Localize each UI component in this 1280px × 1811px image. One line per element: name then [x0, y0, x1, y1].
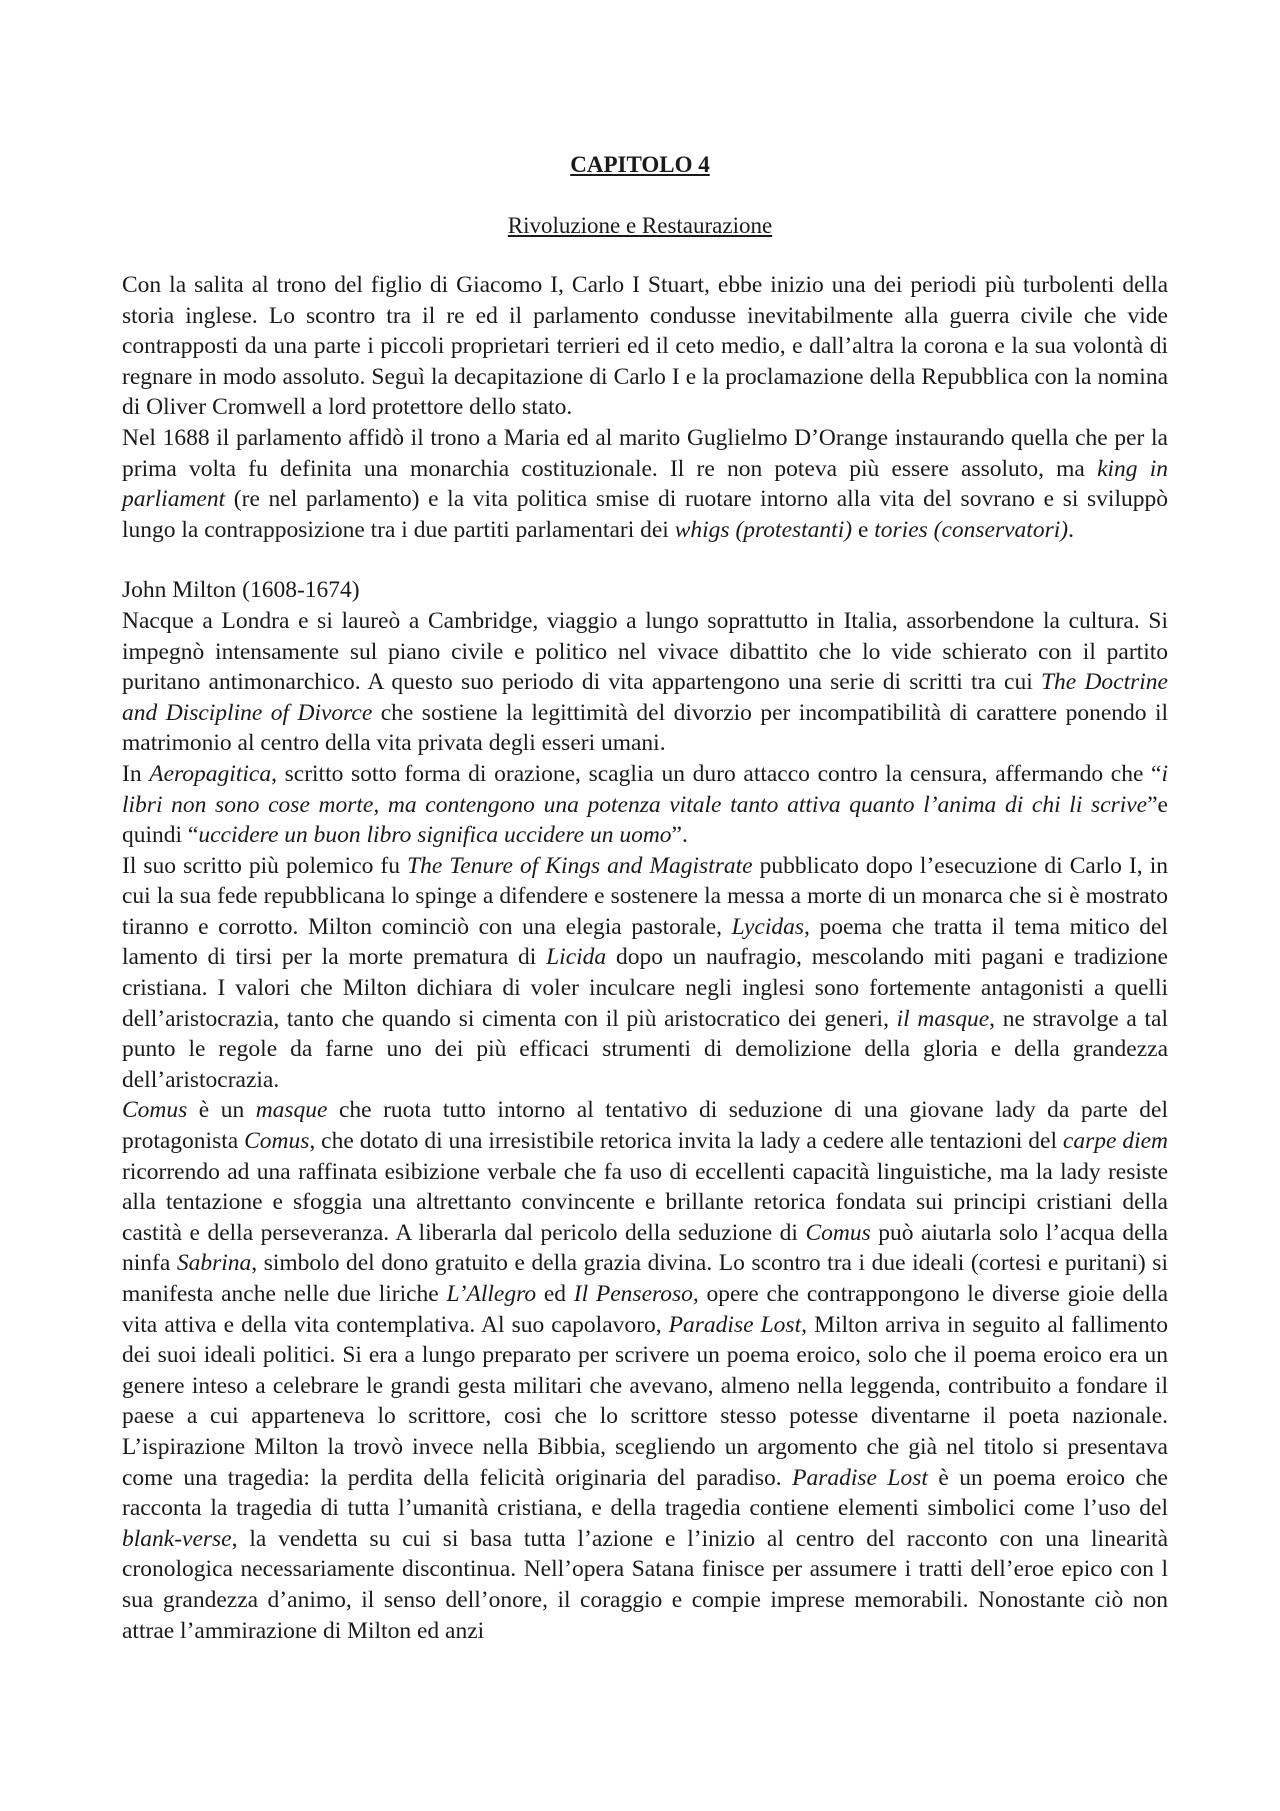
italic-term: carpe diem [1062, 1128, 1169, 1155]
italic-title: Paradise Lost [668, 1311, 802, 1338]
italic-term: whigs (protestanti) [674, 516, 853, 543]
body-span: che sostiene la legittimità del divorzio per incompatibilità di carattere ponendo il matrimonio al centro della vita privata degli esseri umani. [122, 699, 1169, 757]
body-span: Il suo scritto più polemico fu [122, 852, 408, 879]
body-span: che ruota tutto intorno al tentativo di seduzione di una giovane lady da parte del protagonista [122, 1097, 1168, 1155]
intro-paragraph-1 [122, 270, 1168, 423]
intro-text: (re nel parlamento) e la vita politica smise di ruotare intorno alla vita del sovrano e si sviluppò lungo la contrapposizione tra i due partiti parlamentari dei [122, 486, 1168, 543]
italic-term: king in parliament [122, 455, 1168, 513]
italic-term: blank-verse [122, 1525, 232, 1552]
body-span: Nacque a Londra e si laureò a Cambridge, viaggio a lungo soprattutto in Italia, assorbendone la cultura. Si impegnò intensamente sul piano civile e politico nel vivace dibattito che lo vide schierato con il partito puritano antimonarchico. A questo suo periodo di vita appartengono una serie di scritti tra cui [122, 607, 1168, 696]
italic-term: Licida [546, 944, 607, 971]
paragraph-gap [122, 545, 1168, 575]
body-span: dopo un naufragio, mescolando miti pagani e tradizione cristiana. I valori che Milton dichiara di voler inculcare negli inglesi sono fortemente antagonisti a quelli dell’aristocrazia, tanto che quando si cimenta con il più aristocratico dei generi, [122, 944, 1168, 1032]
body-span: ed [536, 1281, 574, 1307]
intro-text: e [852, 516, 875, 543]
italic-term: Sabrina [176, 1250, 252, 1277]
body-span: , ne stravolge a tal punto le regole da farne uno dei più efficaci strumenti di demolizione della gloria e della grandezza dell’aristocrazia. [122, 1005, 1168, 1093]
body-text [122, 270, 1168, 1646]
body-span: In [122, 760, 150, 787]
italic-title: L’Allegro [446, 1281, 537, 1307]
italic-title: The Doctrine and Discipline of Divorce [122, 669, 1168, 726]
body-span: ”e quindi “ [122, 791, 1168, 849]
italic-term: il masque [896, 1005, 990, 1032]
italic-term: Comus [805, 1219, 871, 1246]
italic-term: tories (conservatori) [874, 516, 1069, 543]
italic-quote: uccidere un buon libro significa uccidere un uomo [198, 822, 672, 849]
body-span: pubblicato dopo l’esecuzione di Carlo I, in cui la sua fede repubblicana lo spinge a difendere e sostenere la messa a morte di un monarca che si è mostrato tiranno e corrotto. Milton cominciò con una elegia pastorale, [122, 852, 1168, 940]
chapter-subtitle: Rivoluzione e Restaurazione [507, 213, 773, 238]
italic-title: The Tenure of Kings and Magistrate [407, 852, 753, 879]
milton-paragraph-3 [122, 851, 1168, 1096]
intro-text: Nel 1688 il parlamento affidò il trono a Maria ed al marito Guglielmo D’Orange instaurando quella che per la prima volta fu definita una monarchia costituzionale. Il re non poteva più essere assoluto, ma [122, 424, 1168, 482]
milton-paragraph-2 [122, 759, 1168, 851]
body-span: opere che contrappongono le diverse gioie della vita attiva e della vita contemplativa. Al suo capolavoro, [122, 1281, 1169, 1338]
body-span: ”. [671, 822, 688, 849]
intro-text: Con la salita al trono del figlio di Giacomo I, Carlo I Stuart, ebbe inizio una dei periodi più turbolenti della storia inglese. Lo scontro tra il re ed il parlamento condusse inevitabilmente alla guerra civile che vide contrapposti da una parte i piccoli proprietari terrieri ed il ceto medio, e dall’altra la corona e la sua volontà di regnare in modo assoluto. Seguì la decapitazione di Carlo I e la proclamazione della Repubblica con la nomina di Oliver Cromwell a lord protettore dello stato. [122, 272, 1168, 421]
body-span: può aiutarla solo l’acqua della ninfa [122, 1219, 1168, 1277]
italic-title: Comus [122, 1097, 188, 1124]
italic-term: Comus [244, 1128, 310, 1155]
body-span: ricorrendo ad una raffinata esibizione verbale che fa uso di eccellenti capacità linguistiche, ma la lady resiste alla tentazione e sfoggia una altrettanto convincente e brillante retorica fondata sui principi cristiani della castità e della perseveranza. A liberarla dal pericolo della seduzione di [122, 1158, 1168, 1246]
intro-text: . [1068, 516, 1074, 543]
italic-quote: i libri non sono cose morte, ma contengono una potenza vitale tanto attiva quanto l’anima di chi li scrive [122, 760, 1169, 818]
body-span: , simbolo del dono gratuito e della grazia divina. Lo scontro tra i due ideali (cortesi e puritani) si manifesta anche nelle due liriche [122, 1250, 1168, 1307]
italic-term: masque [255, 1097, 328, 1124]
italic-title: Lycidas [731, 913, 805, 940]
body-span: , Milton arriva in seguito al fallimento dei suoi ideali politici. Si era a lungo preparato per scrivere un poema eroico, solo che il poema eroico era un genere inteso a celebrare le grandi gesta militari che avevano, almeno nella leggenda, contribuito a fondare il paese a cui apparteneva lo scrittore, cosi che lo scrittore stesso potesse diventarne il poeta nazionale. L’ispirazione Milton la trovò invece nella Bibbia, scegliendo un argomento che già nel titolo si presentava come una tragedia: la perdita della felicità originaria del paradiso. [122, 1311, 1168, 1491]
intro-paragraph-2 [122, 423, 1168, 545]
chapter-title: CAPITOLO 4 [570, 152, 710, 177]
milton-paragraph-1 [122, 606, 1168, 759]
body-span: , scritto sotto forma di orazione, scaglia un duro attacco contro la censura, affermando che “ [271, 760, 1162, 787]
milton-paragraph-4 [122, 1095, 1168, 1646]
section-heading: John Milton (1608-1674) [122, 577, 360, 604]
body-span: è un [187, 1097, 256, 1124]
italic-title: Il Penseroso, [573, 1281, 699, 1307]
italic-title: Paradise Lost [792, 1464, 928, 1491]
body-span: , poema che tratta il tema mitico del lamento di tirsi per la morte prematura di [122, 913, 1168, 971]
italic-title: Aeropagitica [149, 760, 272, 787]
body-span: è un poema eroico che racconta la tragedia di tutta l’umanità cristiana, e della tragedia contiene elementi simbolici come l’uso del [122, 1464, 1168, 1522]
body-span: , che dotato di una irresistibile retorica invita la lady a cedere alle tentazioni del [309, 1128, 1063, 1155]
body-span: , la vendetta su cui si basa tutta l’azione e l’inizio al centro del racconto con una linearità cronologica necessariamente discontinua. Nell’opera Satana finisce per assumere i tratti dell’eroe epico con l sua grandezza d’animo, il senso dell’onore, il coraggio e compie imprese memorabili. Nonostante ciò non attrae l’ammirazione di Milton ed anzi [122, 1525, 1168, 1644]
